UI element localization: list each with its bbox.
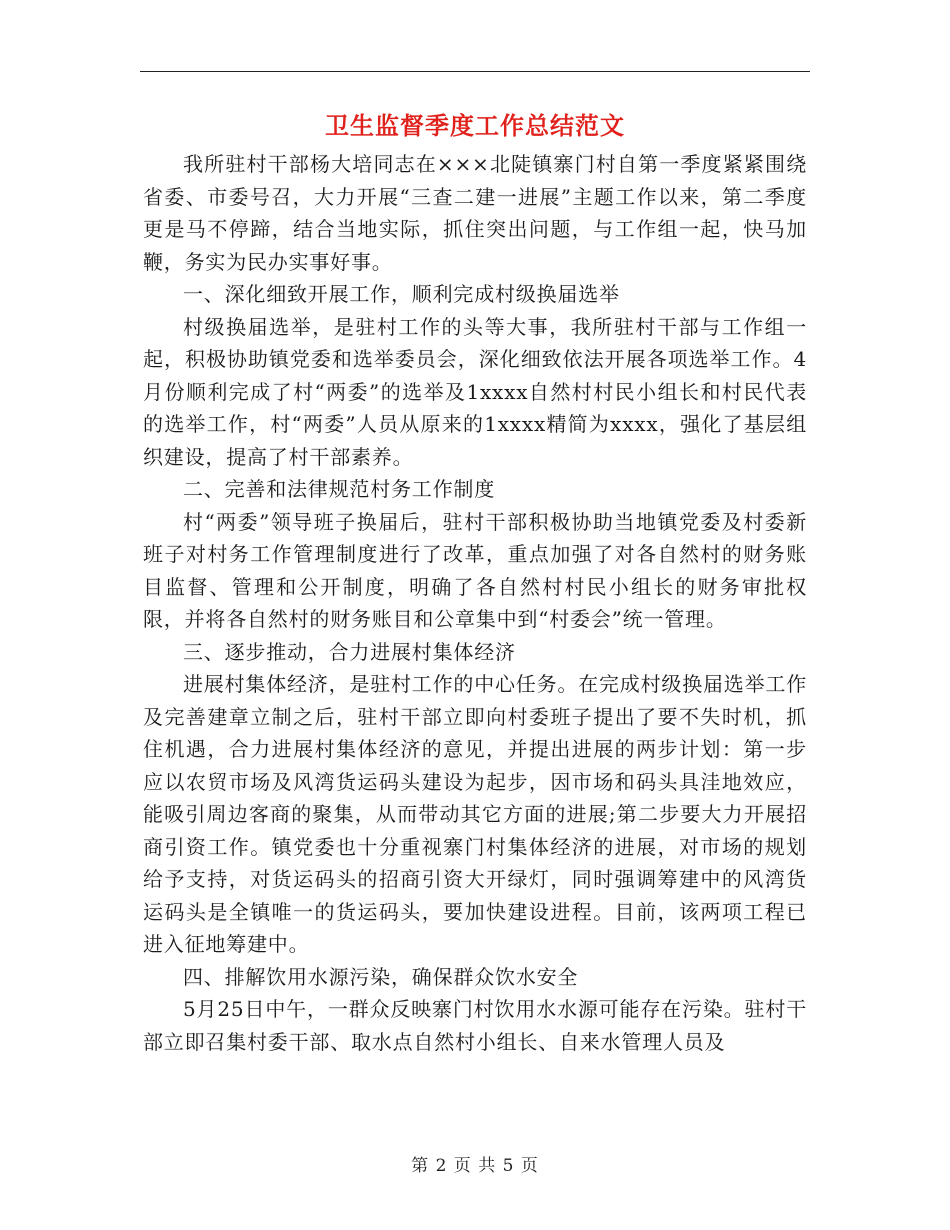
- section-3-heading: 三、逐步推动，合力进展村集体经济: [183, 639, 516, 664]
- document-title: 卫生监督季度工作总结范文: [325, 111, 625, 140]
- page-number: 第 2 页 共 5 页: [411, 1156, 539, 1176]
- document-body: [143, 148, 807, 1058]
- section-3-paragraph: 进展村集体经济，是驻村工作的中心任务。在完成村级换届选举工作及完善建章立制之后，驻村干部立即向村委班子提出了要不失时机，抓住机遇，合力进展村集体经济的意见，并提出进展的两步计划：第一步应以农贸市场及风湾货运码头建设为起步，因市场和码头具洼地效应，能吸引周边客商的聚集，从而带动其它方面的进展;第二步要大力开展招商引资工作。镇党委也十分重视寨门村集体经济的进展，对市场的规划给予支持，对货运码头的招商引资大开绿灯，同时强调筹建中的风湾货运码头是全镇唯一的货运码头，要加快建设进程。目前，该两项工程已进入征地筹建中。: [143, 672, 807, 956]
- section-4-heading: 四、排解饮用水源污染，确保群众饮水安全: [183, 964, 579, 989]
- section-2-heading: 二、完善和法律规范村务工作制度: [183, 477, 495, 501]
- section-1-heading: 一、深化细致开展工作，顺利完成村级换届选举: [183, 282, 620, 306]
- header-rule: [140, 71, 810, 72]
- section-2-paragraph: 村“两委”领导班子换届后，驻村干部积极协助当地镇党委及村委新班子对村务工作管理制度进行了改革，重点加强了对各自然村的财务账目监督、管理和公开制度，明确了各自然村村民小组长的财务审批权限，并将各自然村的财务账目和公章集中到“村委会”统一管理。: [143, 509, 807, 631]
- intro-paragraph: 我所驻村干部杨大培同志在×××北陡镇寨门村自第一季度紧紧围绕省委、市委号召，大力开展“三查二建一进展”主题工作以来，第二季度更是马不停蹄，结合当地实际，抓住突出问题，与工作组一起，快马加鞭，务实为民办实事好事。: [143, 152, 807, 274]
- section-4-paragraph: 5月25日中午，一群众反映寨门村饮用水水源可能存在污染。驻村干部立即召集村委干部、取水点自然村小组长、自来水管理人员及: [143, 997, 807, 1054]
- section-1-paragraph: 村级换届选举，是驻村工作的头等大事，我所驻村干部与工作组一起，积极协助镇党委和选举委员会，深化细致依法开展各项选举工作。4月份顺利完成了村“两委”的选举及1xxxx自然村村民小组长和村民代表的选举工作，村“两委”人员从原来的1xxxx精简为xxxx，强化了基层组织建设，提高了村干部素养。: [143, 314, 807, 469]
